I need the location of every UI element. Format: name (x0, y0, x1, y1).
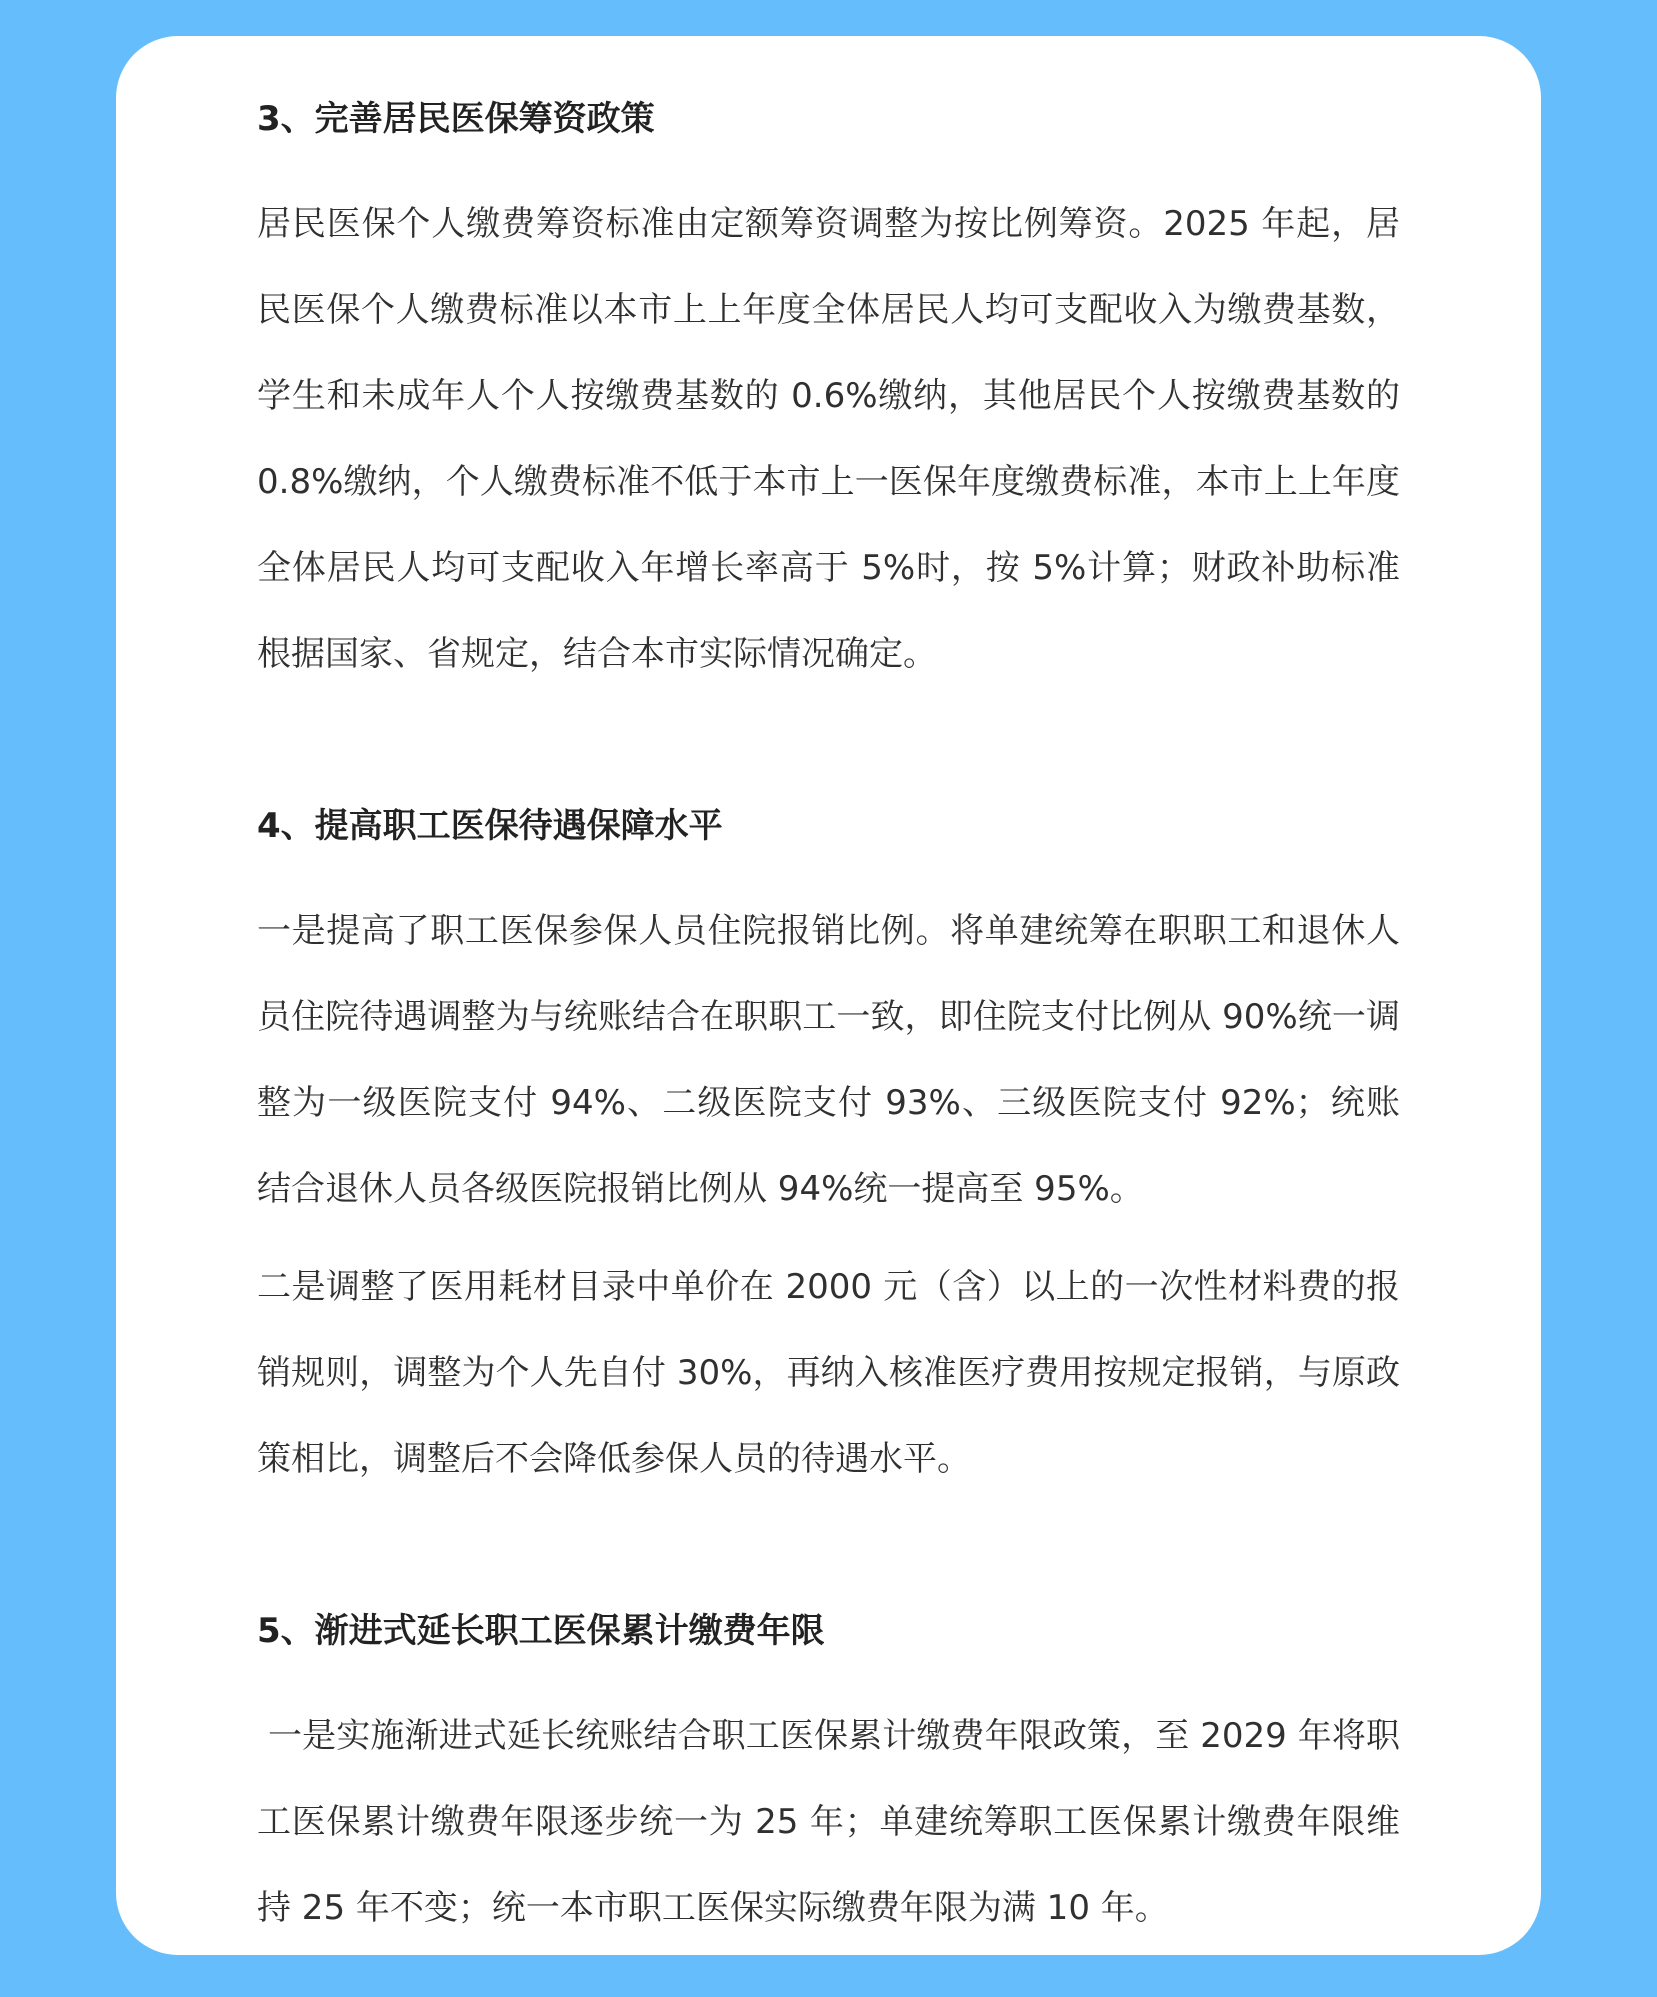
section-4-paragraph-2: 二是调整了医用耗材目录中单价在 2000 元（含）以上的一次性材料费的报销规则，调整为个人先自付 30%，再纳入核准医疗费用按规定报销，与原政策相比，调整后不会降低参保人员的待遇水平。 (257, 1267, 1400, 1479)
section-4-paragraph-1: 一是提高了职工医保参保人员住院报销比例。将单建统筹在职职工和退休人员住院待遇调整为与统账结合在职职工一致，即住院支付比例从 90%统一调整为一级医院支付 94%、二级医院支付 93%、三级医院支付 92%；统账结合退休人员各级医院报销比例从 94%统一提高至 95%。 (257, 911, 1400, 1209)
section-title-5: 5、渐进式延长职工医保累计缴费年限 (257, 1611, 825, 1651)
content-card (116, 36, 1541, 1955)
section-title-3: 3、完善居民医保筹资政策 (257, 99, 655, 139)
section-3-paragraph-1: 居民医保个人缴费筹资标准由定额筹资调整为按比例筹资。2025 年起，居民医保个人缴费标准以本市上上年度全体居民人均可支配收入为缴费基数，学生和未成年人个人按缴费基数的 0.6%缴纳，其他居民个人按缴费基数的 0.8%缴纳，个人缴费标准不低于本市上一医保年度缴费标准，本市上上年度全体居民人均可支配收入年增长率高于 5%时，按 5%计算；财政补助标准根据国家、省规定，结合本市实际情况确定。 (257, 204, 1400, 674)
section-5-paragraph-1: 一是实施渐进式延长统账结合职工医保累计缴费年限政策，至 2029 年将职工医保累计缴费年限逐步统一为 25 年；单建统筹职工医保累计缴费年限维持 25 年不变；统一本市职工医保实际缴费年限为满 10 年。 (257, 1716, 1400, 1928)
section-title-4: 4、提高职工医保待遇保障水平 (257, 806, 723, 846)
